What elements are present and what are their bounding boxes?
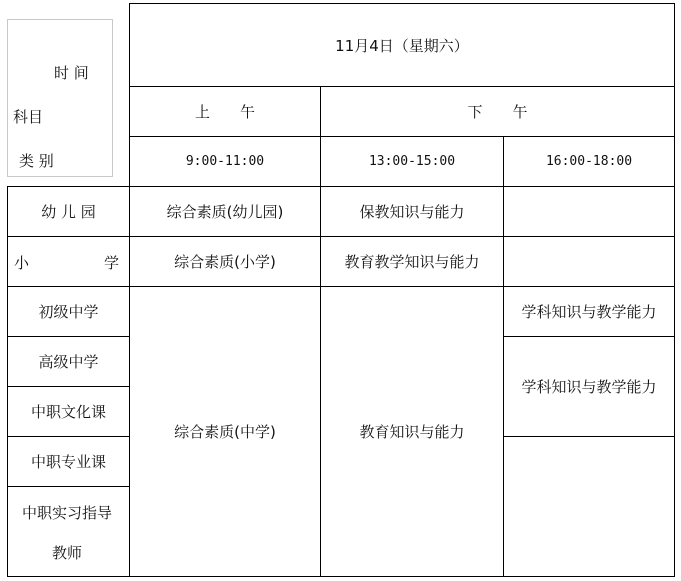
row-label-junior: 初级中学 (38, 303, 99, 321)
row-label-vocational-major: 中职专业课 (30, 453, 106, 471)
row-label-vocational-culture: 中职文化课 (30, 403, 106, 421)
grid-line (7, 576, 675, 577)
row-label-primary-b: 学 (104, 254, 120, 272)
row-label-vocational-practice-line1: 中职实习指导 (22, 504, 113, 522)
junior-subject-3: 学科知识与教学能力 (521, 303, 657, 321)
row-label-vocational-practice-line2: 教师 (52, 544, 83, 562)
row-label-senior: 高级中学 (38, 353, 99, 371)
primary-subject-1: 综合素质(小学) (174, 253, 276, 271)
date-header: 11月4日（星期六） (335, 36, 469, 55)
grid-line (503, 436, 675, 437)
grid-line (674, 3, 675, 577)
kindergarten-subject-1: 综合素质(幼儿园) (166, 203, 284, 221)
corner-subject-label: 科目 (13, 108, 44, 126)
afternoon-header: 下 午 (467, 103, 528, 121)
time-slot-2: 13:00-15:00 (368, 154, 456, 169)
corner-category-label: 类 别 (19, 152, 54, 170)
grid-line (7, 486, 129, 487)
row-label-primary-a: 小 (14, 254, 30, 272)
primary-subject-2: 教育教学知识与能力 (344, 253, 480, 271)
morning-header: 上 午 (194, 103, 255, 121)
time-slot-1: 9:00-11:00 (185, 154, 265, 169)
kindergarten-subject-2: 保教知识与能力 (359, 203, 465, 221)
time-slot-3: 16:00-18:00 (545, 154, 633, 169)
corner-time-label: 时 间 (54, 64, 89, 82)
senior-subject-3: 学科知识与教学能力 (521, 378, 657, 396)
middle-subject-2: 教育知识与能力 (359, 423, 465, 441)
row-label-kindergarten: 幼 儿 园 (41, 203, 96, 221)
middle-subject-1: 综合素质(中学) (174, 423, 276, 441)
